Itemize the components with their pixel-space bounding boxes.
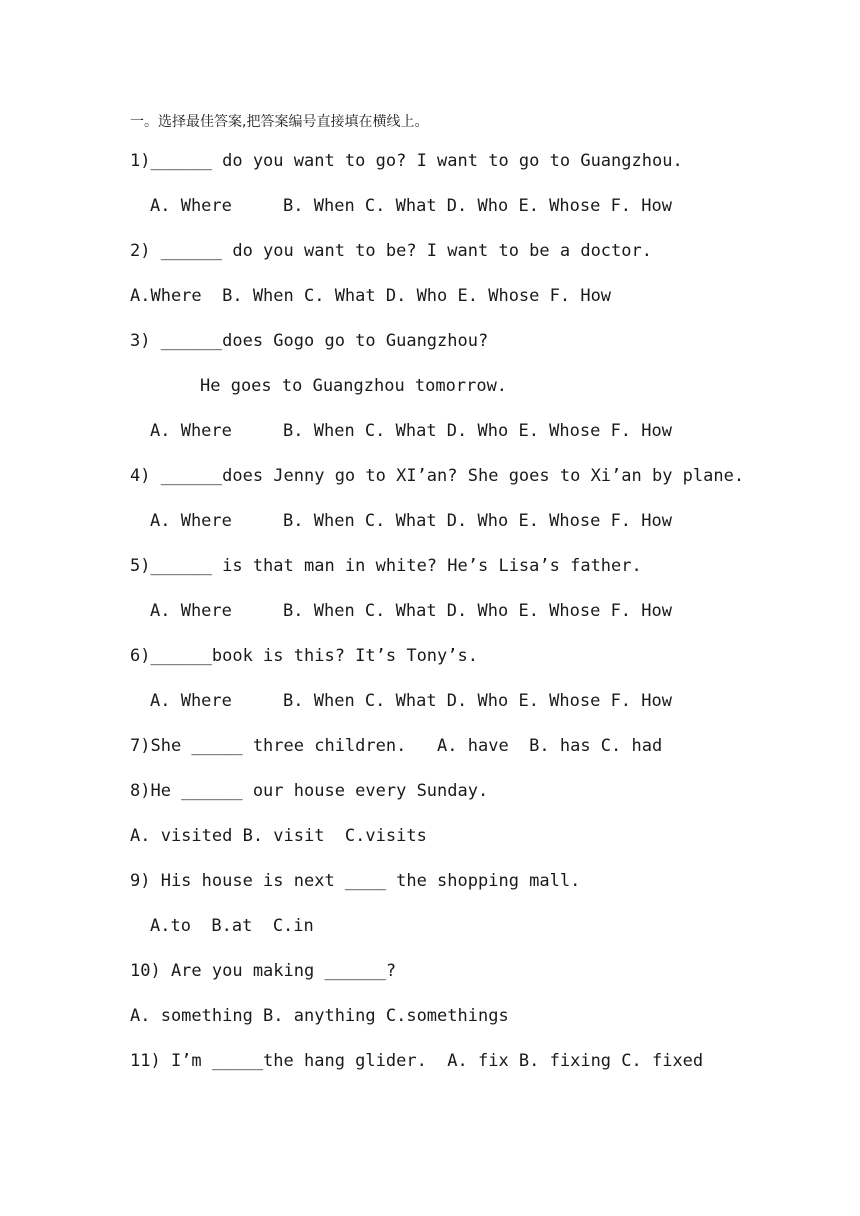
question-8: 8)He ______ our house every Sunday. xyxy=(130,781,489,801)
question-8-options: A. visited B. visit C.visits xyxy=(130,826,427,846)
question-9-options: A.to B.at C.in xyxy=(150,916,314,936)
question-10: 10) Are you making ______? xyxy=(130,961,397,981)
question-4-options: A. Where B. When C. What D. Who E. Whose F. How xyxy=(150,511,672,531)
question-3-answer: He goes to Guangzhou tomorrow. xyxy=(200,376,508,396)
question-4: 4) ______does Jenny go to XI’an? She goes to Xi’an by plane. xyxy=(130,466,745,486)
question-6: 6)______book is this? It’s Tony’s. xyxy=(130,646,478,666)
question-7: 7)She _____ three children. A. have B. has C. had xyxy=(130,736,663,756)
question-1-options: A. Where B. When C. What D. Who E. Whose F. How xyxy=(150,196,672,216)
question-5-options: A. Where B. When C. What D. Who E. Whose F. How xyxy=(150,601,672,621)
question-2-options: A.Where B. When C. What D. Who E. Whose F. How xyxy=(130,286,612,306)
question-3-options: A. Where B. When C. What D. Who E. Whose F. How xyxy=(150,421,672,441)
question-11: 11) I’m _____the hang glider. A. fix B. fixing C. fixed xyxy=(130,1051,704,1071)
question-3: 3) ______does Gogo go to Guangzhou? xyxy=(130,331,489,351)
question-6-options: A. Where B. When C. What D. Who E. Whose F. How xyxy=(150,691,672,711)
section-heading: 一。选择最佳答案,把答案编号直接填在横线上。 xyxy=(130,114,429,130)
question-1: 1)______ do you want to go? I want to go to Guangzhou. xyxy=(130,151,683,171)
question-10-options: A. something B. anything C.somethings xyxy=(130,1006,509,1026)
question-9: 9) His house is next ____ the shopping mall. xyxy=(130,871,581,891)
question-5: 5)______ is that man in white? He’s Lisa’s father. xyxy=(130,556,642,576)
question-2: 2) ______ do you want to be? I want to be a doctor. xyxy=(130,241,652,261)
